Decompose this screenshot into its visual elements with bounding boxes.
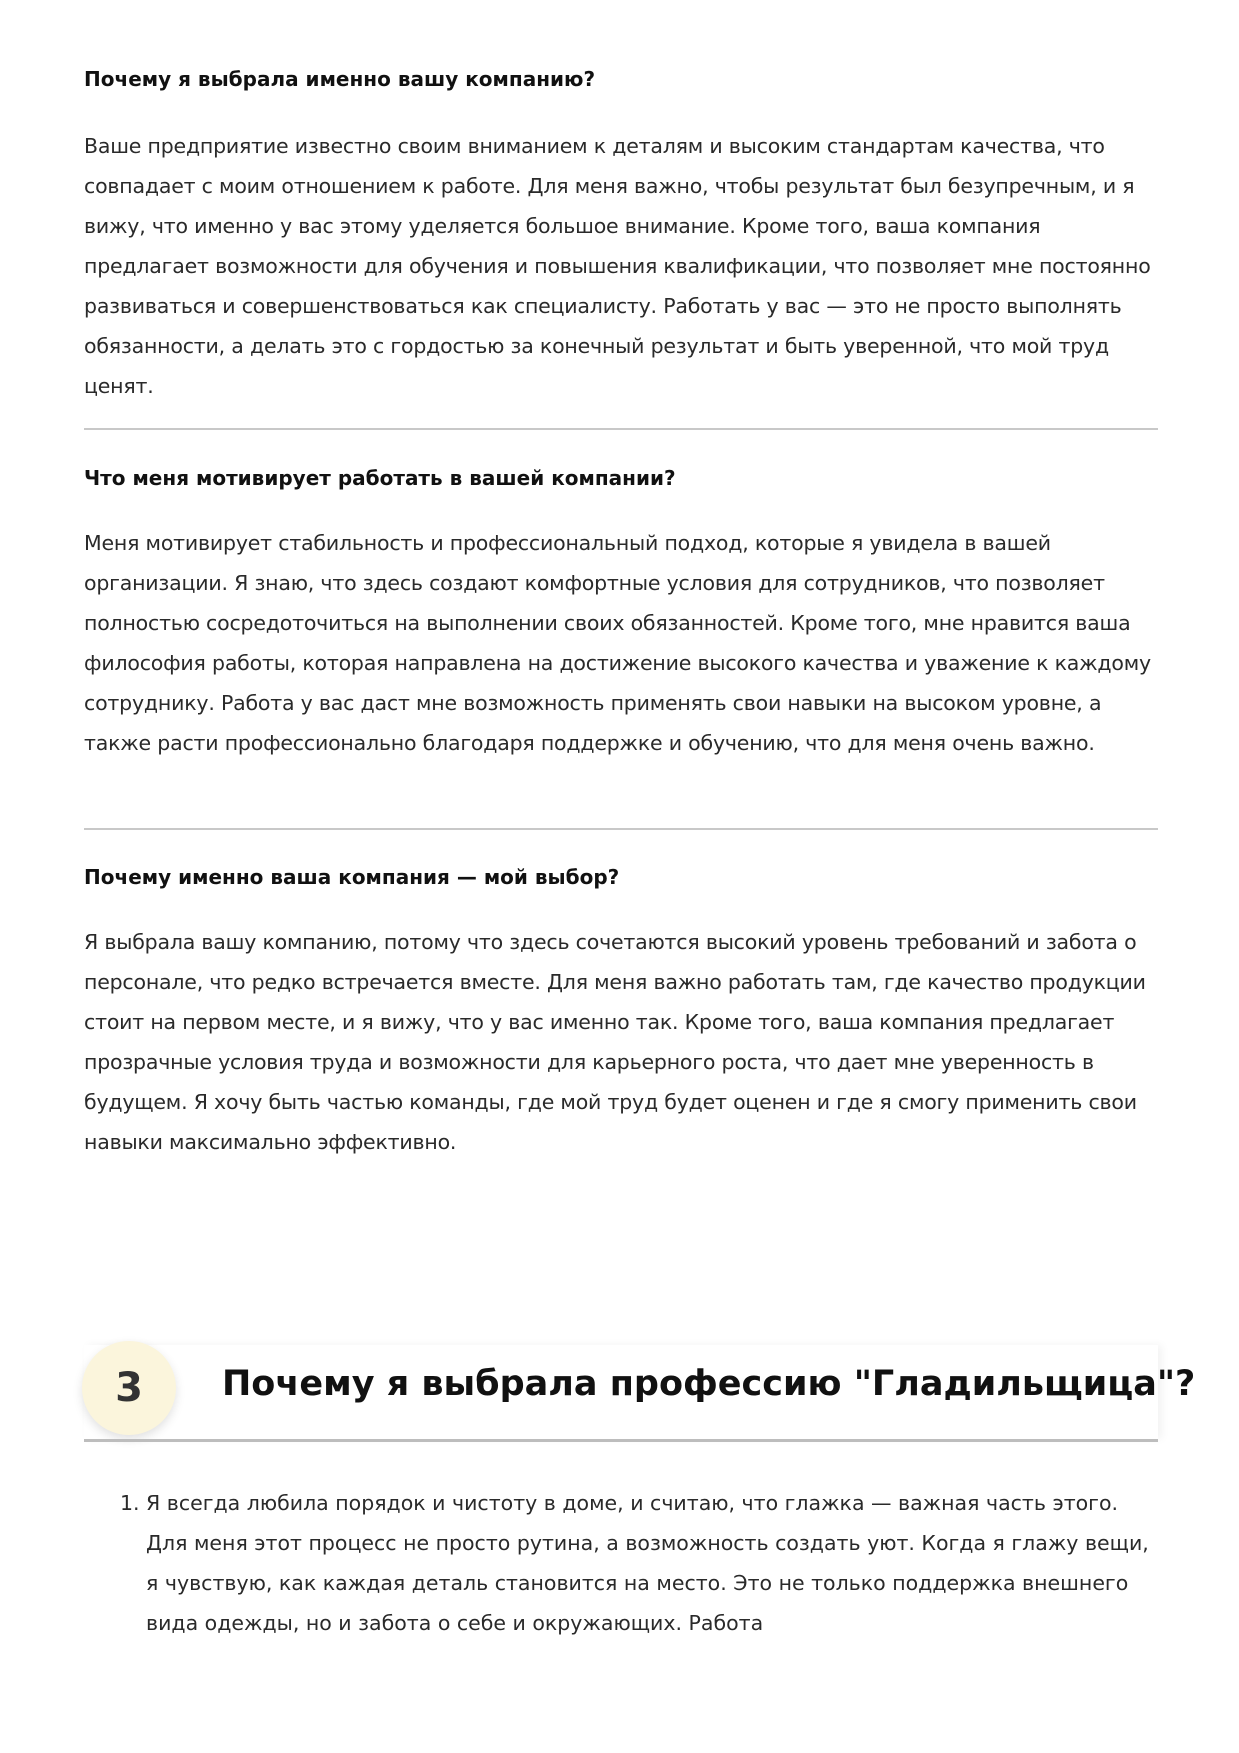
answer-paragraph-3: Я выбрала вашу компанию, потому что здесь сочетаются высокий уровень требований и забота о персонале, что редко встречается вместе. Для меня важно работать там, где качество продукции стоит на первом месте, и я вижу, что у вас именно так. Кроме того, ваша компания предлагает прозрачные условия труда и возможности для карьерного роста, что дает мне уверенность в будущем. Я хочу быть частью команды, где мой труд будет оценен и где я смогу применить свои навыки максимально эффективно. — [84, 930, 1146, 1154]
list-item-text: Я всегда любила порядок и чистоту в доме, и считаю, что глажка — важная часть этого. Для меня этот процесс не просто рутина, а возможность создать уют. Когда я глажу вещи, я чувствую, как каждая деталь становится на место. Это не только поддержка внешнего вида одежды, но и забота о себе и окружающих. Работа — [146, 1491, 1149, 1635]
section-underline — [84, 1439, 1158, 1442]
divider — [84, 828, 1158, 830]
section-title: Почему я выбрала профессию "Гладильщица"? — [222, 1364, 1196, 1404]
question-heading-3: Почему именно ваша компания — мой выбор? — [84, 865, 620, 889]
divider — [84, 428, 1158, 430]
section-number-badge: 3 — [82, 1341, 176, 1435]
answer-paragraph-1: Ваше предприятие известно своим вниманием к деталям и высоким стандартам качества, что совпадает с моим отношением к работе. Для меня важно, чтобы результат был безупречным, и я вижу, что именно у вас этому уделяется большое внимание. Кроме того, ваша компания предлагает возможности для обучения и повышения квалификации, что позволяет мне постоянно развиваться и совершенствоваться как специалисту. Работать у вас — это не просто выполнять обязанности, а делать это с гордостью за конечный результат и быть уверенной, что мой труд ценят. — [84, 134, 1151, 398]
question-heading-1: Почему я выбрала именно вашу компанию? — [84, 67, 596, 91]
question-heading-2: Что меня мотивирует работать в вашей компании? — [84, 466, 676, 490]
list-item — [120, 1483, 1160, 1643]
answer-paragraph-2: Меня мотивирует стабильность и профессиональный подход, которые я увидела в вашей организации. Я знаю, что здесь создают комфортные условия для сотрудников, что позволяет полностью сосредоточиться на выполнении своих обязанностей. Кроме того, мне нравится ваша философия работы, которая направлена на достижение высокого качества и уважение к каждому сотруднику. Работа у вас даст мне возможность применять свои навыки на высоком уровне, а также расти профессионально благодаря поддержке и обучению, что для меня очень важно. — [84, 531, 1151, 755]
reasons-list — [120, 1483, 1160, 1643]
list-marker: 1. — [120, 1491, 140, 1515]
